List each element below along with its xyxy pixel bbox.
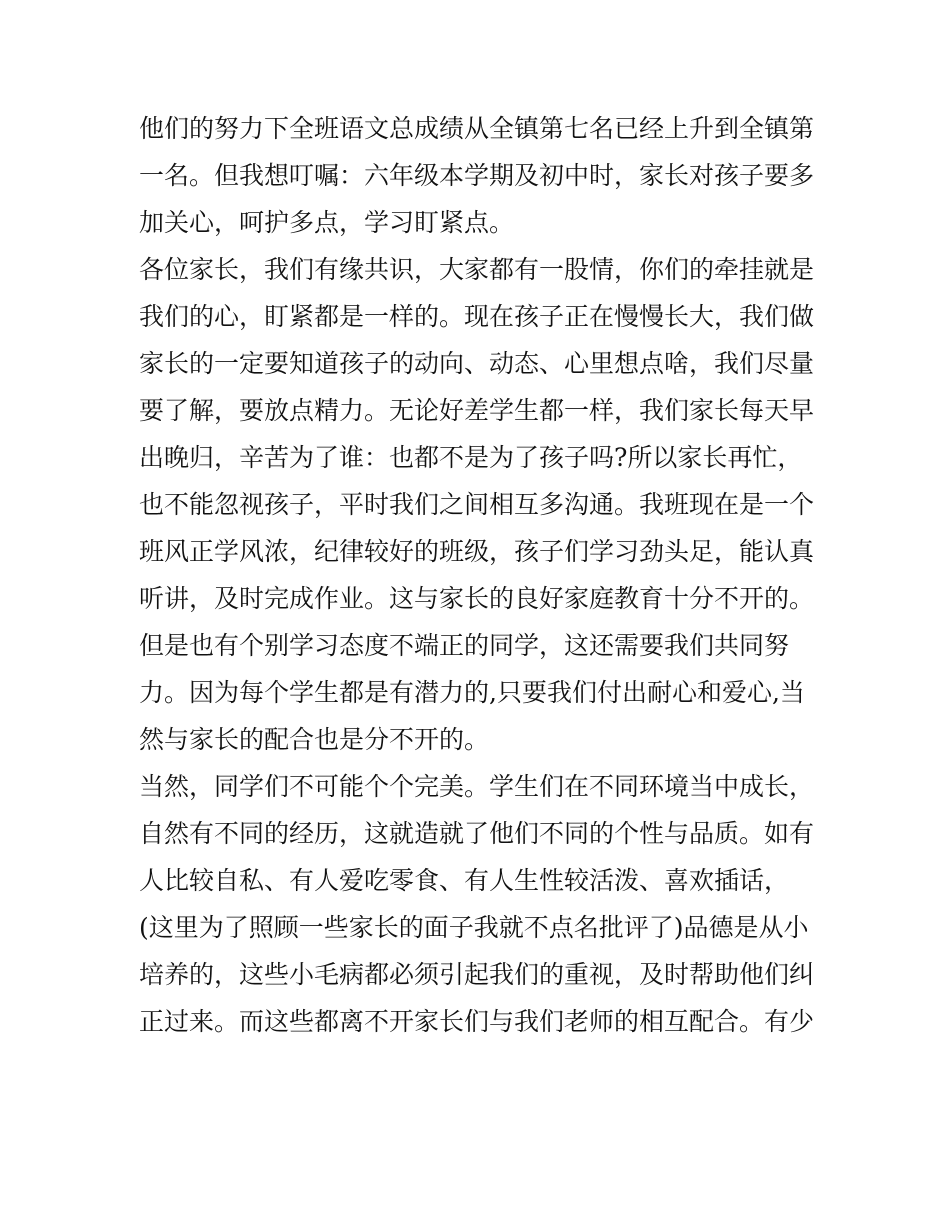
text-line: 自然有不同的经历，这就造就了他们不同的个性与品质。如有 — [139, 819, 815, 848]
body-text — [139, 105, 829, 1045]
text-line: 加关心，呵护多点，学习盯紧点。 — [139, 208, 515, 237]
text-line: 然与家长的配合也是分不开的。 — [139, 725, 490, 754]
text-line: 他们的努力下全班语文总成绩从全镇第七名已经上升到全镇第 — [139, 114, 815, 143]
text-line: 正过来。而这些都离不开家长们与我们老师的相互配合。有少 — [139, 1007, 815, 1036]
text-line: 我们的心，盯紧都是一样的。现在孩子正在慢慢长大，我们做 — [139, 302, 815, 331]
text-line: 一名。但我想叮嘱：六年级本学期及初中时，家长对孩子要多 — [139, 161, 815, 190]
text-line: 各位家长，我们有缘共识，大家都有一股情，你们的牵挂就是 — [139, 255, 815, 284]
text-line: 人比较自私、有人爱吃零食、有人生性较活泼、喜欢插话， — [139, 866, 790, 895]
text-line: 也不能忽视孩子，平时我们之间相互多沟通。我班现在是一个 — [139, 490, 815, 519]
text-line: (这里为了照顾一些家长的面子我就不点名批评了)品德是从小 — [139, 913, 809, 942]
text-line: 力。因为每个学生都是有潜力的,只要我们付出耐心和爱心,当 — [139, 678, 805, 707]
text-line: 培养的，这些小毛病都必须引起我们的重视，及时帮助他们纠 — [139, 960, 815, 989]
text-line: 但是也有个别学习态度不端正的同学，这还需要我们共同努 — [139, 631, 790, 660]
text-line: 当然，同学们不可能个个完美。学生们在不同环境当中成长， — [139, 772, 815, 801]
text-line: 出晚归，辛苦为了谁：也都不是为了孩子吗?所以家长再忙， — [139, 443, 803, 472]
text-line: 家长的一定要知道孩子的动向、动态、心里想点啥，我们尽量 — [139, 349, 815, 378]
text-line: 听讲，及时完成作业。这与家长的良好家庭教育十分不开的。 — [139, 584, 815, 613]
text-line: 要了解，要放点精力。无论好差学生都一样，我们家长每天早 — [139, 396, 815, 425]
text-line: 班风正学风浓，纪律较好的班级，孩子们学习劲头足，能认真 — [139, 537, 815, 566]
